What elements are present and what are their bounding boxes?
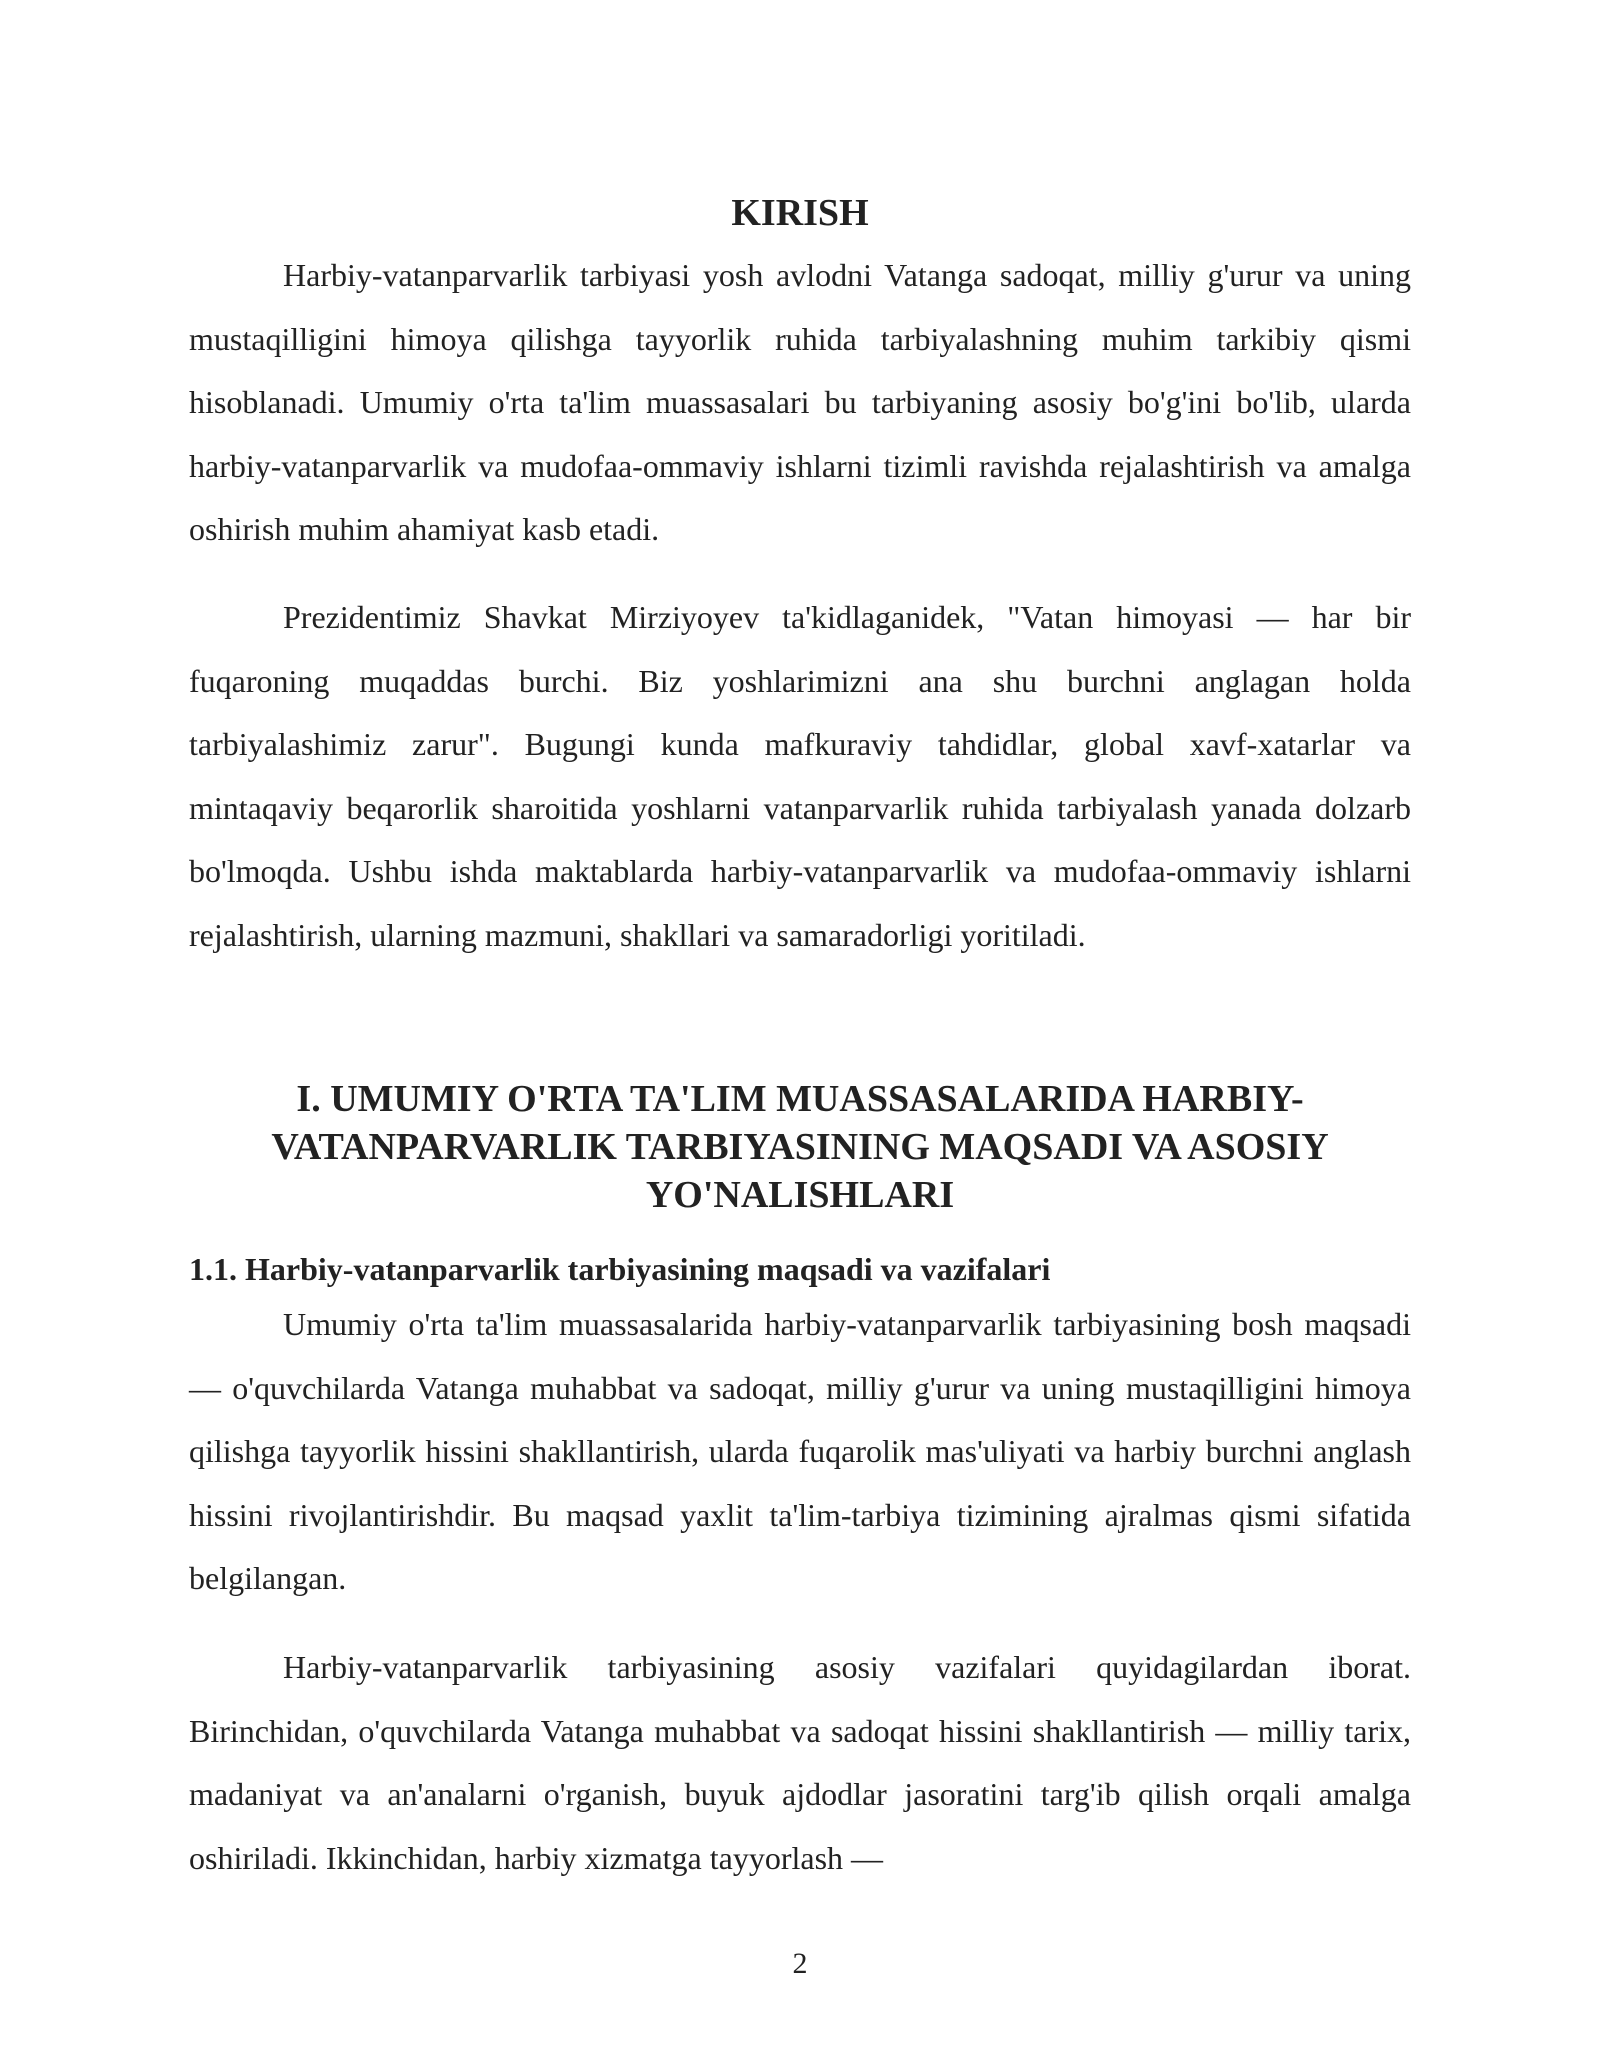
intro-paragraph-2: Prezidentimiz Shavkat Mirziyoyev ta'kidlaganidek, "Vatan himoyasi — har bir fuqaroning muqaddas burchi. Biz yoshlarimizni ana shu burchni anglagan holda tarbiyalashimiz zarur". Bugungi kunda mafkuraviy tahdidlar, global xavf-xatarlar va mintaqaviy beqarorlik sharoitida yoshlarni vatanparvarlik ruhida tarbiyalash yanada dolzarb bo'lmoqda. Ushbu ishda maktablarda harbiy-vatanparvarlik va mudofaa-ommaviy ishlarni rejalashtirish, ularning mazmuni, shakllari va samaradorligi yoritiladi. [189,599,1411,953]
section-paragraph-1: Umumiy o'rta ta'lim muassasalarida harbiy-vatanparvarlik tarbiyasining bosh maqsadi — o'quvchilarda Vatanga muhabbat va sadoqat, milliy g'urur va uning mustaqilligini himoya qilishga tayyorlik hissini shakllantirish, ularda fuqarolik mas'uliyati va harbiy burchni anglash hissini rivojlantirishdir. Bu maqsad yaxlit ta'lim-tarbiya tizimining ajralmas qismi sifatida belgilangan. [189,1306,1411,1596]
document-page [189,0,1411,2070]
section-heading: I. UMUMIY O'RTA TA'LIM MUASSASALARIDA HARBIY-VATANPARVARLIK TARBIYASINING MAQSADI VA ASOSIY YO'NALISHLARI [271,1078,1329,1216]
subsection-heading: 1.1. Harbiy-vatanparvarlik tarbiyasining maqsadi va vazifalari [189,1251,1051,1287]
intro-heading: KIRISH [731,192,869,234]
section-paragraph-2: Harbiy-vatanparvarlik tarbiyasining asosiy vazifalari quyidagilardan iborat. Birinchidan, o'quvchilarda Vatanga muhabbat va sadoqat hissini shakllantirish — milliy tarix, madaniyat va an'analarni o'rganish, buyuk ajdodlar jasoratini targ'ib qilish orqali amalga oshiriladi. Ikkinchidan, harbiy xizmatga tayyorlash — [189,1649,1411,1876]
page-number: 2 [792,1947,808,1980]
intro-paragraph-1: Harbiy-vatanparvarlik tarbiyasi yosh avlodni Vatanga sadoqat, milliy g'urur va uning mustaqilligini himoya qilishga tayyorlik ruhida tarbiyalashning muhim tarkibiy qismi hisoblanadi. Umumiy o'rta ta'lim muassasalari bu tarbiyaning asosiy bo'g'ini bo'lib, ularda harbiy-vatanparvarlik va mudofaa-ommaviy ishlarni tizimli ravishda rejalashtirish va amalga oshirish muhim ahamiyat kasb etadi. [189,257,1411,547]
